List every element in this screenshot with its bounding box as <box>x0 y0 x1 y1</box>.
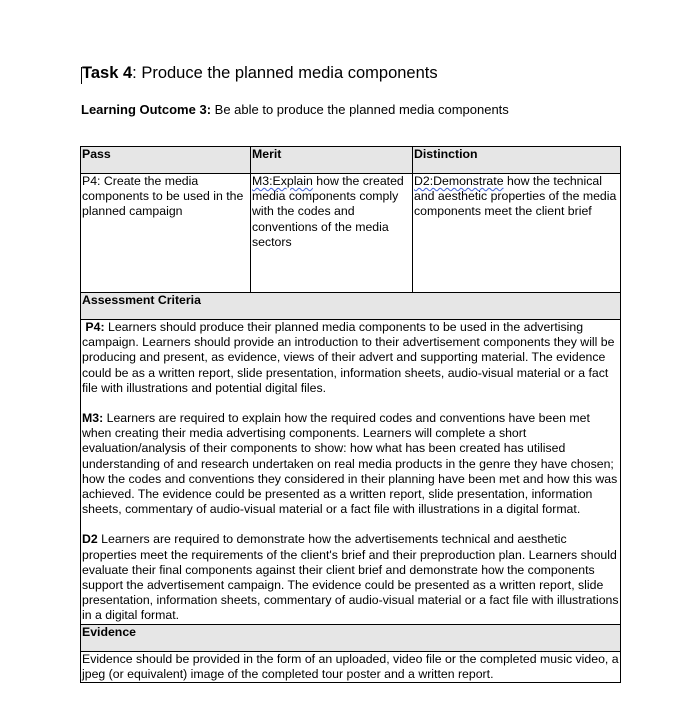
m3-text: Learners are required to explain how the required codes and conventions have been met when creating their media advertising components. Learners will complete a short evaluation/analysis of their components to show: how what has been created has utilised understanding of and research undertaken on real media products in the genre they have chosen; how the codes and conventions they considered in their planning have been met and how this was achieved. The evidence could be presented as a written report, slide presentation, information sheets, commentary of audio-visual material or a fact file with illustrations in a digital format. <box>82 411 618 517</box>
distinction-code: D2:Demonstrate <box>414 174 504 188</box>
d2-paragraph <box>82 532 619 623</box>
merit-criterion <box>251 174 413 293</box>
learning-outcome-label: Learning Outcome 3: <box>81 102 212 117</box>
pass-header: Pass <box>81 147 251 174</box>
criteria-row <box>81 174 621 293</box>
d2-label: D2 <box>82 532 98 547</box>
assessment-header-row <box>81 293 621 320</box>
p4-text: Learners should produce their planned media components to be used in the advertising campaign. Learners should provide an introduction to their advertisement components they will be producing and present, as evidence, views of their advert and supporting material. The evidence could be as a written report, slide presentation, information sheets, audio-visual material or a fact file with illustrations and potential digital files. <box>82 320 615 395</box>
grading-table <box>80 146 621 683</box>
assessment-heading: Assessment Criteria <box>81 293 621 320</box>
task-label: Task 4 <box>82 64 133 82</box>
task-title: : Produce the planned media components <box>132 64 438 82</box>
evidence-heading: Evidence <box>81 624 621 651</box>
distinction-header: Distinction <box>413 147 621 174</box>
p4-paragraph <box>82 320 619 396</box>
evidence-body-row <box>81 651 621 682</box>
distinction-criterion <box>413 174 621 293</box>
pass-criterion: P4: Create the media components to be used in the planned campaign <box>81 174 251 293</box>
merit-code: M3:Explain <box>252 174 313 188</box>
distinction-text: how the technical and aesthetic properties of the media components meet the client brief <box>414 174 617 219</box>
grade-header-row <box>81 147 621 174</box>
evidence-header-row <box>81 624 621 651</box>
m3-paragraph <box>82 411 619 517</box>
merit-text: how the created media components comply with the codes and conventions of the media sectors <box>252 174 404 249</box>
assessment-body <box>81 320 621 625</box>
d2-text: Learners are required to demonstrate how the advertisements technical and aesthetic properties meet the requirements of the client's brief and their preproduction plan. Learners should evaluate their final components against their client brief and demonstrate how the components support the advertisement campaign. The evidence could be presented as a written report, slide presentation, information sheets, commentary of audio-visual material or a fact file with illustrations in a digital format. <box>82 532 619 623</box>
learning-outcome-text: Be able to produce the planned media components <box>211 102 509 117</box>
merit-header: Merit <box>251 147 413 174</box>
assessment-body-row <box>81 320 621 625</box>
evidence-text: Evidence should be provided in the form of an uploaded, video file or the completed music video, a jpeg (or equivalent) image of the completed tour poster and a written report. <box>82 651 619 681</box>
learning-outcome <box>81 102 509 117</box>
task-heading <box>82 64 438 83</box>
p4-label: P4: <box>85 320 105 334</box>
m3-label: M3: <box>82 411 104 426</box>
